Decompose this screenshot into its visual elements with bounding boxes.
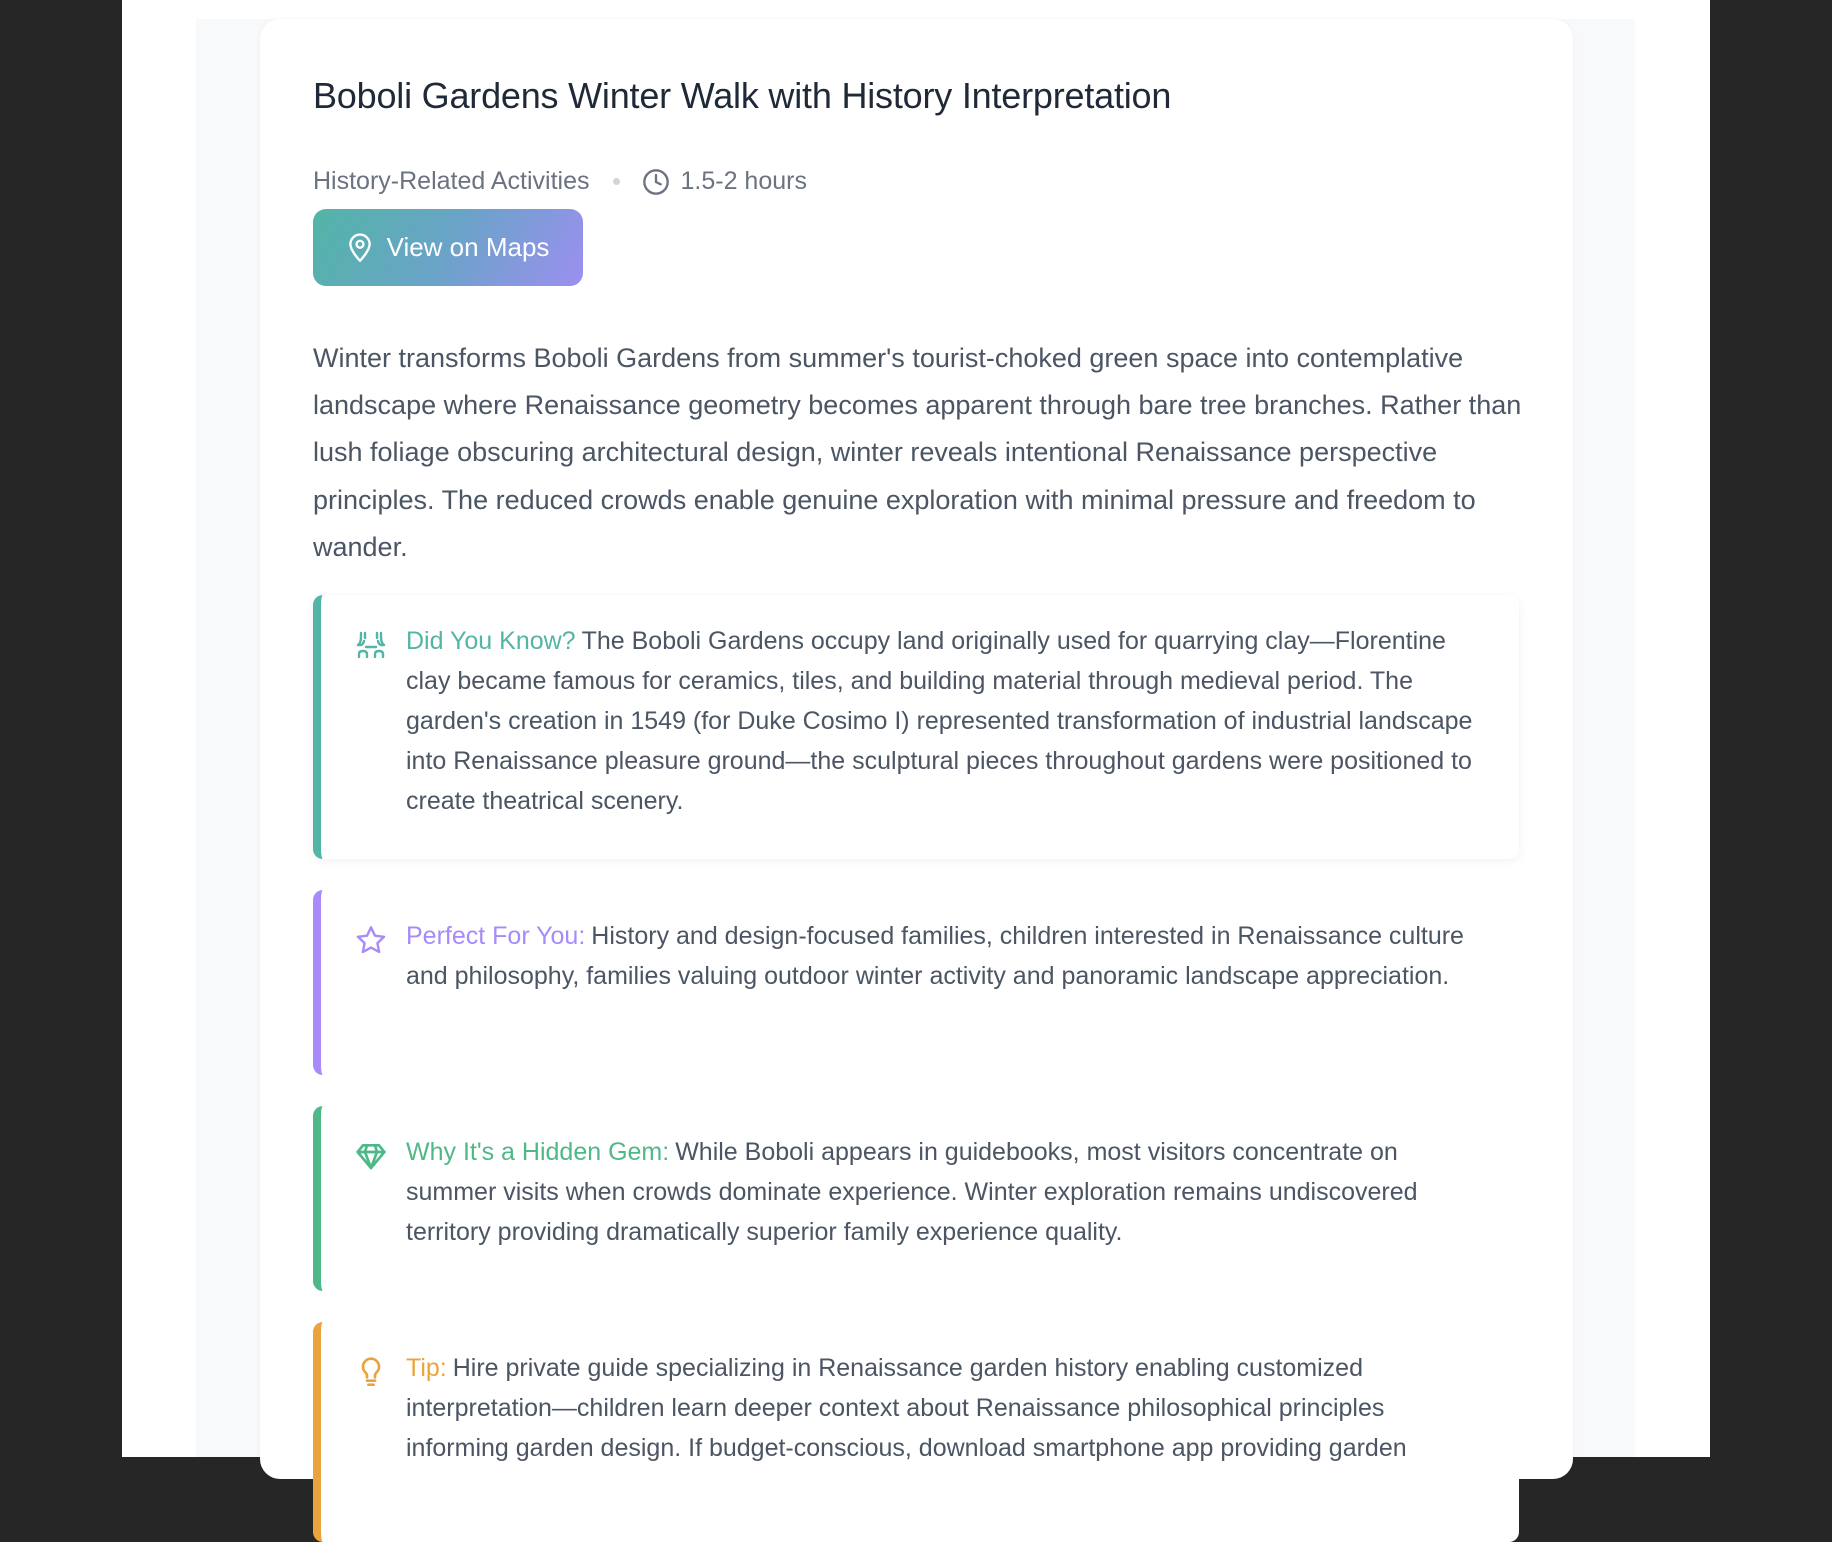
callout-body: History and design-focused families, children interested in Renaissance culture and philosophy, families valuing outdoor winter activity and panoramic landscape appreciation. [406, 922, 1464, 990]
activity-meta [313, 167, 807, 196]
page [122, 0, 1710, 1462]
callout-body: While Boboli appears in guidebooks, most visitors concentrate on summer visits when crowds dominate experience. Winter exploration remains undiscovered territory providing dramatically superior family experience quality. [406, 1138, 1418, 1246]
callout-tip [313, 1322, 1519, 1542]
callout-body: Hire private guide specializing in Renaissance garden history enabling customized interpretation—children learn deeper context about Renaissance philosophical principles informing garden design. If budget-conscious, download smartphone app providing garden [406, 1354, 1407, 1462]
callout-did-you-know [313, 595, 1519, 859]
separator-dot [613, 178, 620, 185]
callout-text [406, 621, 1486, 821]
lightbulb-icon [355, 1356, 387, 1388]
callout-label: Why It's a Hidden Gem: [406, 1138, 670, 1166]
activity-category: History-Related Activities [313, 167, 590, 195]
callout-hidden-gem [313, 1106, 1519, 1291]
callout-perfect-for-you [313, 890, 1519, 1075]
callout-label: Perfect For You: [406, 922, 586, 950]
callout-body: The Boboli Gardens occupy land originally used for quarrying clay—Florentine clay became famous for ceramics, tiles, and building material through medieval period. The garden's creation in 1549 (for Duke Cosimo I) represented transformation of industrial landscape into Renaissance pleasure ground—the sculptural pieces throughout gardens were positioned to create theatrical scenery. [406, 627, 1473, 815]
map-pin-icon [347, 233, 373, 263]
activity-description: Winter transforms Boboli Gardens from summer's tourist-choked green space into contemplative landscape where Renaissance geometry becomes apparent through bare tree branches. Rather than lush foliage obscuring architectural design, winter reveals intentional Renaissance perspective principles. The reduced crowds enable genuine exploration with minimal pressure and freedom to wander. [313, 343, 1522, 562]
view-on-maps-button[interactable] [313, 209, 583, 286]
callout-label: Tip: [406, 1354, 447, 1382]
activity-title: Boboli Gardens Winter Walk with History Interpretation [313, 75, 1172, 116]
callout-text [406, 1348, 1486, 1468]
callout-label: Did You Know? [406, 627, 576, 655]
gem-icon [355, 1140, 387, 1172]
callout-text [406, 1132, 1486, 1252]
view-on-maps-label: View on Maps [386, 232, 550, 262]
theater-icon [355, 629, 387, 661]
callout-text [406, 916, 1486, 996]
star-icon [355, 924, 387, 956]
activity-card [260, 19, 1573, 1479]
clock-icon [642, 168, 670, 196]
activity-duration: 1.5-2 hours [680, 167, 807, 195]
